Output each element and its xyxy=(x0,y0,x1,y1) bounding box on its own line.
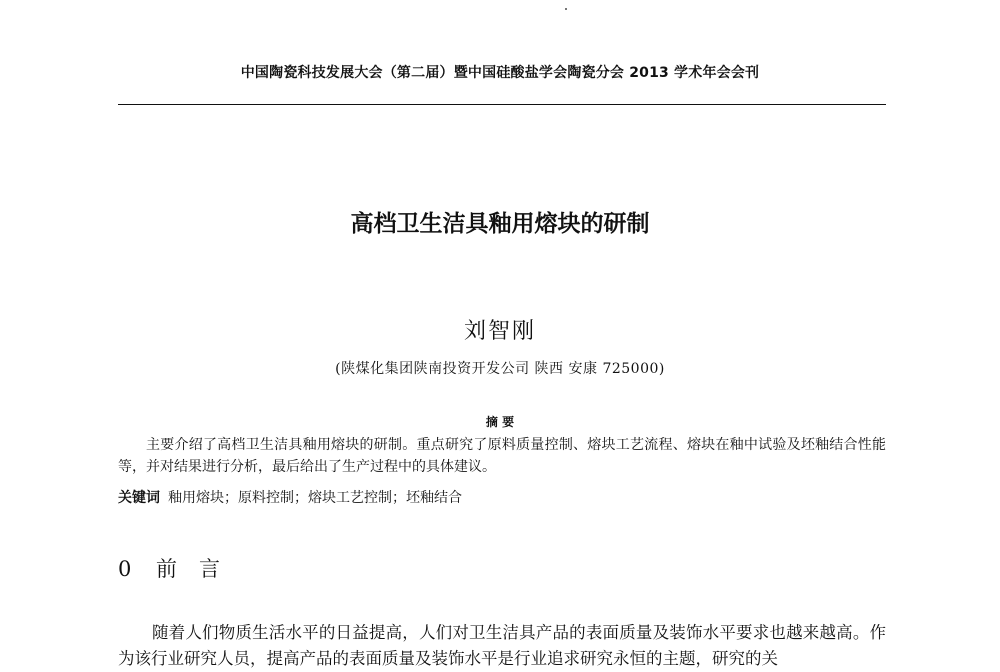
author-affiliation: (陕煤化集团陕南投资开发公司 陕西 安康 725000) xyxy=(335,361,665,377)
scan-speck xyxy=(565,8,567,10)
introduction-paragraph: 随着人们物质生活水平的日益提高，人们对卫生洁具产品的表面质量及装饰水平要求也越来越高。作为该行业研究人员，提高产品的表面质量及装饰水平是行业追求研究永恒的主题，研究的关 xyxy=(118,623,886,668)
keywords-list: 釉用熔块；原料控制；熔块工艺控制；坯釉结合 xyxy=(168,490,462,506)
abstract-heading: 摘 要 xyxy=(485,415,515,429)
author-name: 刘智刚 xyxy=(463,319,536,344)
keywords-line xyxy=(118,487,886,507)
header-divider xyxy=(118,104,886,105)
keywords-label: 关键词 xyxy=(118,490,160,506)
running-header: 中国陶瓷科技发展大会（第二届）暨中国硅酸盐学会陶瓷分会 2013 学术年会会刊 xyxy=(240,65,760,81)
section-number: 0 xyxy=(118,557,132,581)
abstract-body: 主要介绍了高档卫生洁具釉用熔块的研制。重点研究了原料质量控制、熔块工艺流程、熔块在釉中试验及坯釉结合性能等，并对结果进行分析，最后给出了生产过程中的具体建议。 xyxy=(118,437,886,475)
paper-title: 高档卫生洁具釉用熔块的研制 xyxy=(350,211,650,237)
section-heading xyxy=(118,553,242,583)
section-title: 前言 xyxy=(156,557,242,581)
